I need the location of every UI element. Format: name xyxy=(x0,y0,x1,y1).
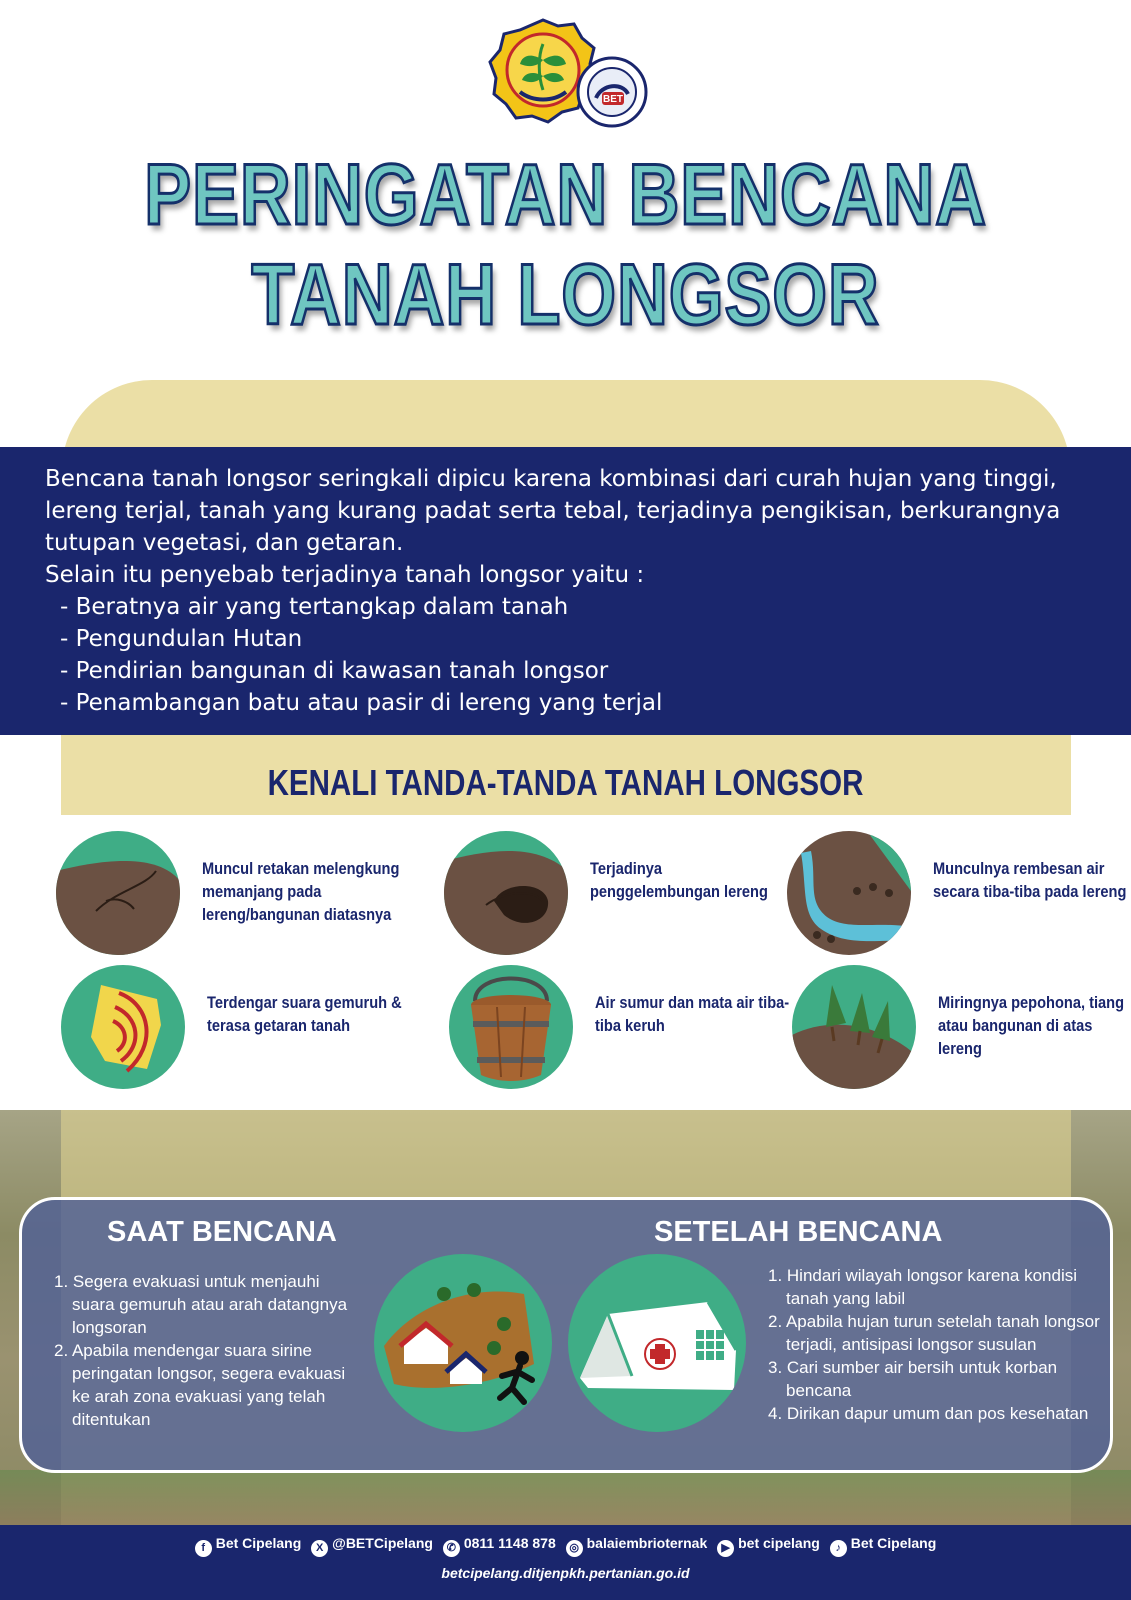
intro-lead: Selain itu penyebab terjadinya tanah longsor yaitu : xyxy=(45,562,645,588)
signs-heading: KENALI TANDA-TANDA TANAH LONGSOR xyxy=(267,762,864,803)
during-list xyxy=(54,1270,364,1431)
sign-label: Munculnya rembesan air secara tiba-tiba pada lereng xyxy=(933,859,1127,901)
bulging-slope-icon xyxy=(444,831,568,955)
sign-label: Air sumur dan mata air tiba-tiba keruh xyxy=(595,993,790,1035)
x-link[interactable]: X @BETCipelang xyxy=(311,1535,433,1557)
tent-icon xyxy=(568,1254,746,1432)
whatsapp-link[interactable]: ✆ 0811 1148 878 xyxy=(443,1535,556,1557)
evacuation-icon xyxy=(374,1254,552,1432)
bet-logo xyxy=(576,56,648,128)
after-list xyxy=(768,1264,1108,1425)
cause-item: - Beratnya air yang tertangkap dalam tanah xyxy=(60,594,569,620)
youtube-icon: ▶ xyxy=(717,1540,734,1557)
causes-list xyxy=(45,591,1091,719)
sign-label: Terjadinya penggelembungan lereng xyxy=(590,859,768,901)
ground-strip xyxy=(0,1470,1131,1525)
tiktok-icon: ♪ xyxy=(830,1540,847,1557)
youtube-link[interactable]: ▶ bet cipelang xyxy=(717,1535,820,1557)
tilted-trees-icon xyxy=(792,965,916,1089)
sign-label: Muncul retakan melengkung memanjang pada lereng/bangunan diatasnya xyxy=(202,859,400,924)
social-links xyxy=(0,1535,1131,1557)
rumble-sound-icon xyxy=(61,965,185,1089)
after-item: 4. Dirikan dapur umum dan pos kesehatan xyxy=(768,1404,1089,1423)
instagram-link[interactable]: ◎ balaiembrioternak xyxy=(566,1535,708,1557)
cracked-slope-icon xyxy=(56,831,180,955)
intro-paragraph: Bencana tanah longsor seringkali dipicu karena kombinasi dari curah hujan yang tinggi, lereng terjal, tanah yang kurang padat serta tebal, terjadinya pengikisan, berkurangnya tutupan vegetasi, dan getaran. xyxy=(45,466,1061,556)
page-title-line-2: TANAH LONGSOR xyxy=(251,247,880,343)
during-heading: SAAT BENCANA xyxy=(107,1216,337,1248)
bet-logo-text: BET xyxy=(603,94,623,105)
during-item: 1. Segera evakuasi untuk menjauhi suara gemuruh atau arah datangnya longsoran xyxy=(54,1272,348,1337)
facebook-icon: f xyxy=(195,1540,212,1557)
after-item: 1. Hindari wilayah longsor karena kondisi tanah yang labil xyxy=(768,1266,1077,1308)
tiktok-link[interactable]: ♪ Bet Cipelang xyxy=(830,1535,937,1557)
website-link[interactable]: betcipelang.ditjenpkh.pertanian.go.id xyxy=(441,1565,690,1581)
sign-label: Terdengar suara gemuruh & terasa getaran tanah xyxy=(207,993,402,1035)
cause-item: - Pengundulan Hutan xyxy=(60,626,303,652)
bucket-icon xyxy=(449,965,573,1089)
whatsapp-icon: ✆ xyxy=(443,1540,460,1557)
during-item: 2. Apabila mendengar suara sirine peringatan longsor, segera evakuasi ke arah zona evakuasi yang telah ditentukan xyxy=(54,1341,346,1429)
after-item: 3. Cari sumber air bersih untuk korban bencana xyxy=(768,1358,1058,1400)
after-heading: SETELAH BENCANA xyxy=(654,1216,943,1248)
page-title-line-1: PERINGATAN BENCANA xyxy=(144,147,987,243)
intro-section xyxy=(0,447,1131,735)
footer xyxy=(0,1525,1131,1600)
water-seepage-icon xyxy=(787,831,911,955)
cause-item: - Pendirian bangunan di kawasan tanah longsor xyxy=(60,658,609,684)
instagram-icon: ◎ xyxy=(566,1540,583,1557)
facebook-link[interactable]: f Bet Cipelang xyxy=(195,1535,302,1557)
logo-group xyxy=(0,14,1131,134)
after-item: 2. Apabila hujan turun setelah tanah longsor terjadi, antisipasi longsor susulan xyxy=(768,1312,1100,1354)
sign-label: Miringnya pepohona, tiang atau bangunan di atas lereng xyxy=(938,993,1125,1058)
x-icon: X xyxy=(311,1540,328,1557)
cause-item: - Penambangan batu atau pasir di lereng yang terjal xyxy=(60,690,663,716)
